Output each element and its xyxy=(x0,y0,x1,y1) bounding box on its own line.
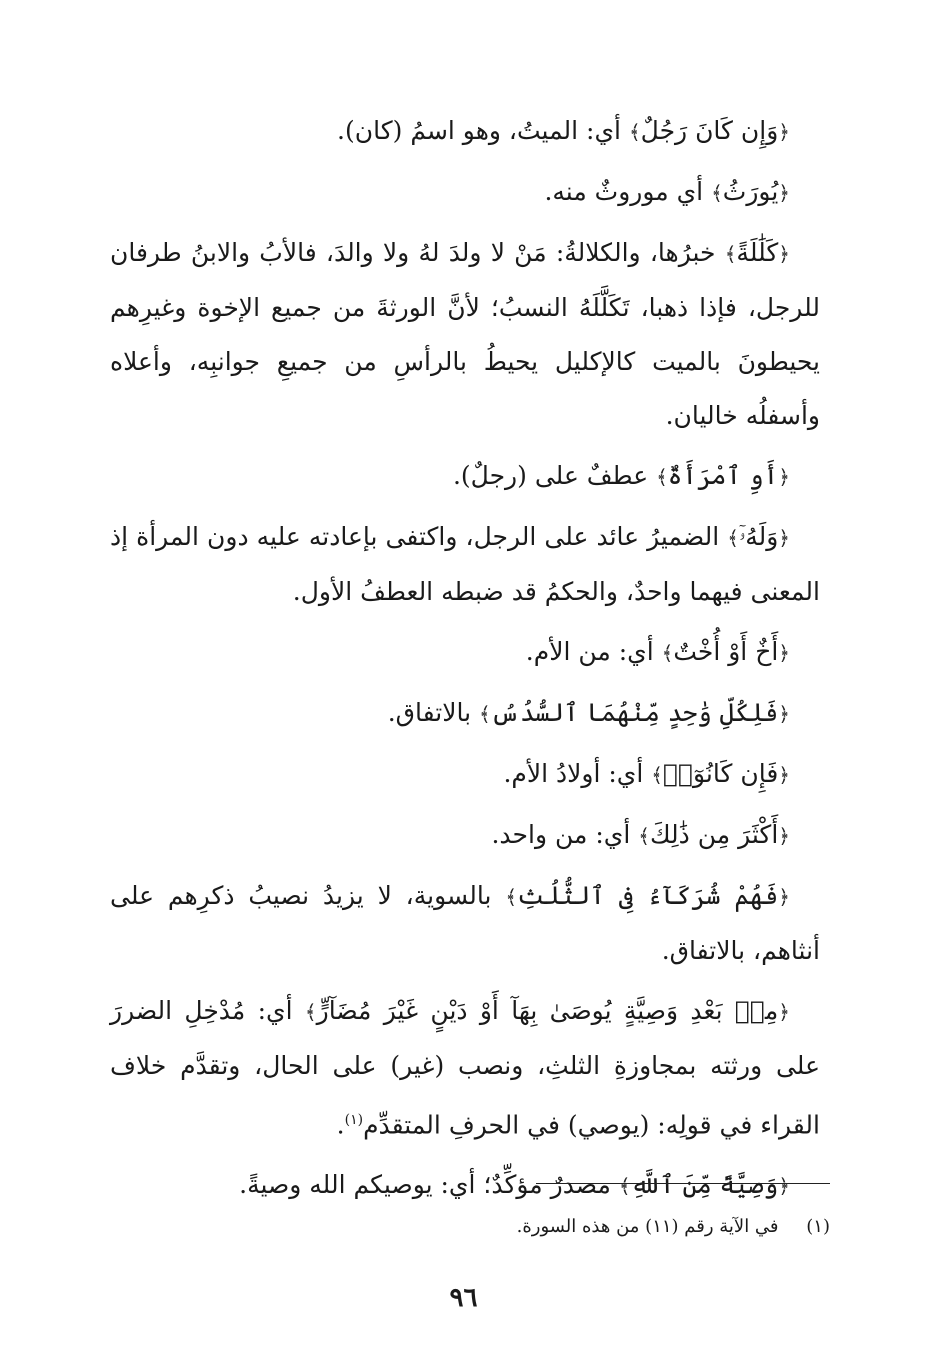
verse-open-bracket: ﴿ xyxy=(778,526,790,550)
verse-open-bracket: ﴿ xyxy=(778,641,790,665)
quran-verse: وَصِيَّةً مِّنَ ٱللَّهِ xyxy=(630,1170,779,1200)
paragraph xyxy=(110,1158,820,1213)
commentary-text: أي: من واحد. xyxy=(491,820,639,849)
verse-open-bracket: ﴿ xyxy=(778,120,790,144)
paragraph xyxy=(110,104,820,159)
verse-open-bracket: ﴿ xyxy=(778,1000,790,1024)
commentary-text: أي: مُدْخِلِ الضررَ على ورثته بمجاوزةِ الثلثِ، ونصب (غير) على الحال، وتقدَّم خلاف القراء في قولِه: (يوصي) في الحرفِ المتقدِّم xyxy=(110,996,820,1140)
quran-verse: وَلَهُۥٓ xyxy=(738,522,779,551)
paragraph xyxy=(110,625,820,680)
verse-close-bracket: ﴾ xyxy=(638,824,650,848)
commentary-text: بالسوية، لا يزيدُ نصيبُ ذكرِهم على أنثاهم، بالاتفاق. xyxy=(110,881,820,965)
footnote-text: في الآية رقم (١١) من هذه السورة. xyxy=(516,1216,779,1237)
paragraph-end: . xyxy=(336,1110,345,1140)
quran-verse: فَإِن كَانُوٓا۟ xyxy=(663,759,779,788)
quran-verse: أَوِ ٱمْرَأَةٌ xyxy=(667,461,779,490)
paragraph xyxy=(110,808,820,863)
quran-verse: أَخٌ أَوْ أُخْتٌ xyxy=(673,637,779,666)
paragraph xyxy=(110,226,820,443)
quran-verse: كَلَٰلَةً xyxy=(736,238,779,267)
commentary-text: أي: أولادُ الأم. xyxy=(503,759,652,788)
verse-open-bracket: ﴿ xyxy=(778,885,790,909)
commentary-text: الضميرُ عائد على الرجل، واكتفى بإعادته عليه دون المرأة إذ المعنى فيهما واحدٌ، والحكمُ قد ضبطه العطفُ الأول. xyxy=(110,522,820,606)
footnote-reference: (١) xyxy=(344,1112,364,1128)
verse-close-bracket: ﴾ xyxy=(304,1000,317,1024)
quran-verse: فَهُمْ شُرَكَآءُ فِى ٱلثُّلُثِ xyxy=(517,881,779,910)
verse-close-bracket: ﴾ xyxy=(479,702,491,726)
verse-open-bracket: ﴿ xyxy=(778,242,790,266)
verse-close-bracket: ﴾ xyxy=(711,181,723,205)
verse-close-bracket: ﴾ xyxy=(661,641,674,665)
verse-close-bracket: ﴾ xyxy=(724,242,737,266)
verse-open-bracket: ﴿ xyxy=(778,1174,790,1199)
quran-verse: مِنۢ بَعْدِ وَصِيَّةٍ يُوصَىٰ بِهَآ أَوْ دَيْنٍ غَيْرَ مُضَآرٍّ xyxy=(316,996,779,1025)
commentary-text: عطفٌ على (رجلٌ). xyxy=(452,461,657,490)
verse-open-bracket: ﴿ xyxy=(778,763,790,787)
paragraph xyxy=(110,165,820,220)
commentary-text: مصدرٌ مؤكِّدٌ؛ أي: يوصيكم الله وصيةً. xyxy=(239,1170,619,1200)
verse-open-bracket: ﴿ xyxy=(778,702,790,726)
verse-close-bracket: ﴾ xyxy=(656,465,668,489)
verse-open-bracket: ﴿ xyxy=(778,181,790,205)
commentary-text: خبرُها، والكلالةُ: مَنْ لا ولدَ لهُ ولا والدَ، فالأبُ والابنُ طرفان للرجل، فإذا ذهبا، تَكَلَّلَهُ النسبُ؛ لأنَّ الورثةَ من جميع الإخوة وغيرِهم يحيطونَ بالميت كالإكليل يحيطُ بالرأسِ من جميعِ جوانبِه، وأعلاه وأسفلُه خاليان. xyxy=(110,238,820,430)
main-text xyxy=(110,104,820,1213)
paragraph xyxy=(110,747,820,802)
commentary-text: أي: من الأم. xyxy=(525,637,662,666)
verse-close-bracket: ﴾ xyxy=(505,885,518,909)
verse-close-bracket: ﴾ xyxy=(727,526,739,550)
page-number: ٩٦ xyxy=(449,1283,478,1313)
commentary-text: بالاتفاق. xyxy=(387,698,480,727)
commentary-text: أي: الميتُ، وهو اسمُ (كان). xyxy=(337,116,629,145)
verse-close-bracket: ﴾ xyxy=(628,120,641,144)
paragraph xyxy=(110,869,820,978)
footnote-number: (١) xyxy=(806,1216,830,1237)
verse-close-bracket: ﴾ xyxy=(618,1174,631,1199)
commentary-text: أي موروثٌ منه. xyxy=(544,177,712,206)
paragraph xyxy=(110,686,820,741)
quran-verse: أَكْثَرَ مِن ذَٰلِكَ xyxy=(649,820,779,849)
verse-open-bracket: ﴿ xyxy=(778,824,790,848)
verse-close-bracket: ﴾ xyxy=(651,763,663,787)
quran-verse: يُورَثُ xyxy=(722,177,779,206)
verse-open-bracket: ﴿ xyxy=(778,465,790,489)
paragraph xyxy=(110,449,820,504)
footnote xyxy=(230,1213,830,1241)
footnote-divider xyxy=(536,1183,830,1184)
paragraph xyxy=(110,510,820,619)
quran-verse: وَإِن كَانَ رَجُلٌ xyxy=(640,116,779,145)
quran-verse: فَلِكُلِّ وَٰحِدٍ مِّنْهُمَا ٱلسُّدُسُ xyxy=(490,698,779,727)
paragraph xyxy=(110,984,820,1152)
